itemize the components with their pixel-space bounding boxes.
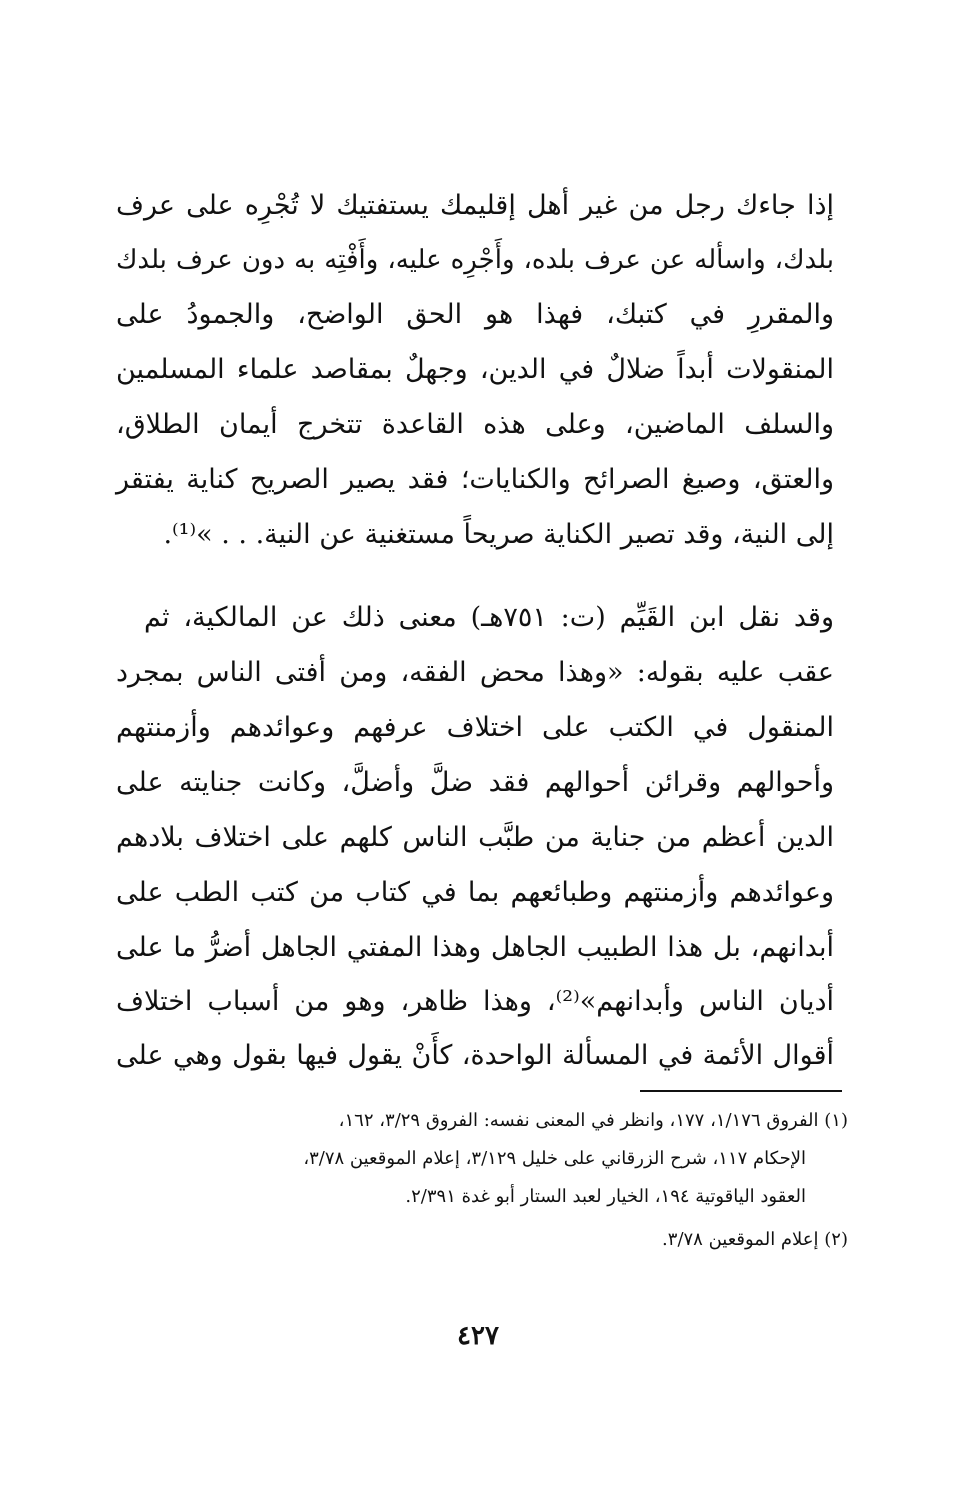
body-line: والعتق، وصيغ الصرائح والكنايات؛ فقد يصير الصريح كناية يفتقر <box>116 464 834 495</box>
body-line: والمقررِ في كتبك، فهذا هو الحق الواضح، والجمودُ على <box>116 299 834 330</box>
page-number: ٤٢٧ <box>457 1321 499 1351</box>
footnote-1-continued: العقود الياقوتية ١٩٤، الخيار لعبد الستار أبو غدة ٢/٣٩١. <box>405 1186 806 1207</box>
body-line: أديان الناس وأبدانهم»⁽²⁾، وهذا ظاهر، وهو من أسباب اختلاف <box>116 986 834 1017</box>
body-line: وأحوالهم وقرائن أحوالهم فقد ضلَّ وأضلَّ، وكانت جنايته على <box>116 767 834 798</box>
body-line: والسلف الماضين، وعلى هذه القاعدة تتخرج أيمان الطلاق، <box>116 409 834 440</box>
footnote-1-continued: الإحكام ١١٧، شرح الزرقاني على خليل ٣/١٢٩، إعلام الموقعين ٣/٧٨، <box>303 1148 806 1169</box>
body-line: عقب عليه بقوله: «وهذا محض الفقه، ومن أفتى الناس بمجرد <box>116 657 834 688</box>
body-line: المنقول في الكتب على اختلاف عرفهم وعوائدهم وأزمنتهم <box>116 712 834 743</box>
body-line: وعوائدهم وأزمنتهم وطبائعهم بما في كتاب من كتب الطب على <box>116 877 834 908</box>
body-line: أبدانهم، بل هذا الطبيب الجاهل وهذا المفتي الجاهل أضرُّ ما على <box>116 932 834 963</box>
body-line: بلدك، واسأله عن عرف بلده، وأَجْرِه عليه، وأَفْتِه به دون عرف بلدك <box>116 245 834 275</box>
body-line: أقوال الأئمة في المسألة الواحدة، كأَنْ يقول فيها بقول وهي على <box>116 1040 834 1071</box>
footnote-1: (١) الفروق ١/١٧٦، ١٧٧، وانظر في المعنى نفسه: الفروق ٣/٢٩، ١٦٢، <box>338 1110 848 1131</box>
body-line-indented: وقد نقل ابن القَيِّم (ت: ٧٥١هـ) معنى ذلك عن المالكية، ثم <box>144 602 834 633</box>
body-line: إذا جاءك رجل من غير أهل إقليمك يستفتيك لا تُجْرِه على عرف <box>116 190 834 221</box>
footnote-separator <box>640 1090 842 1092</box>
footnote-2: (٢) إعلام الموقعين ٣/٧٨. <box>662 1229 848 1250</box>
body-line: الدين أعظم من جناية من طبَّب الناس كلهم على اختلاف بلادهم <box>116 822 834 853</box>
body-line: المنقولات أبداً ضلالٌ في الدين، وجهلٌ بمقاصد علماء المسلمين <box>116 354 834 385</box>
body-line: إلى النية، وقد تصير الكناية صريحاً مستغنية عن النية. . . »⁽¹⁾. <box>163 519 834 550</box>
